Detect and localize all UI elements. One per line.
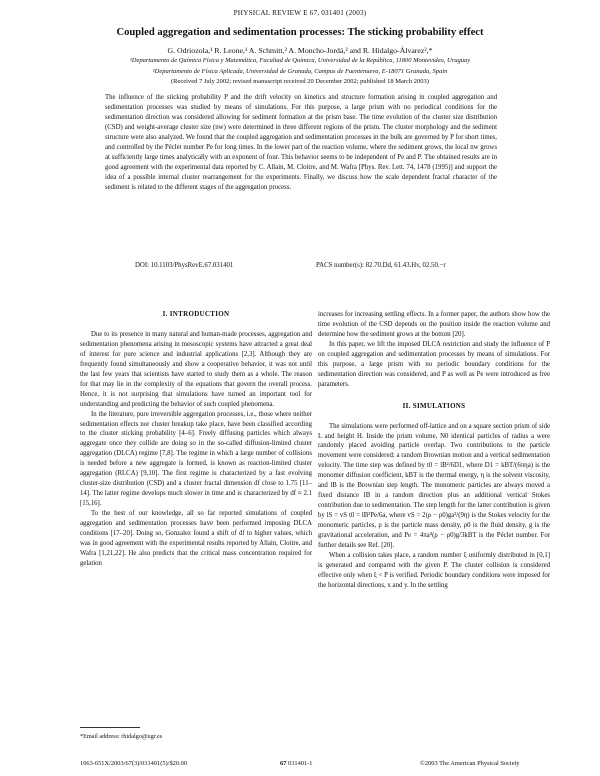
footnote-email: *Email address: rhidalgo@ugr.es	[80, 733, 163, 740]
doi-line: DOI: 10.1103/PhysRevE.67.031401	[135, 262, 234, 269]
running-head: PHYSICAL REVIEW E 67, 031401 (2003)	[233, 9, 367, 17]
paragraph: To the best of our knowledge, all so far reported simulations of coupled aggregation and sedimentation processes have been performed imposing DLCA conditions [17–20]. Doing so, Gonzalez found a shift of df to higher values, which was in good agreement with the experimental results reported by Allain, Cloitre, and Wafra [1,21,22]. He also predicts that the critical mass concentration required for gelation	[80, 510, 312, 567]
paragraph: Due to its presence in many natural and human-made processes, aggregation and sedimentation phenomena arising in mesoscopic systems have attracted a great deal of interest for pure science and industrial applications [2,3]. Although they are frequently found simultaneously and show a cooperative behavior, it was not until the last few years that scientists have started to study them as a whole. The reason for that may lie in the complexity of the equations that govern the overall process. Hence, it is not surprising that simulations have turned an important tool for understanding and predicting the behavior of such coupled phenomena.	[80, 330, 312, 408]
article-title: Coupled aggregation and sedimentation processes: The sticking probability effect	[116, 27, 484, 38]
affiliation-1: ¹Departamento de Química Física y Matemática, Facultad de Química, Universidad de la República, 11800 Montevideo, Uruguay	[129, 57, 471, 64]
footer-copyright: ©2003 The American Physical Society	[420, 760, 520, 767]
abstract: The influence of the sticking probability P and the drift velocity on kinetics and structure formation arising in coupled aggregation and sedimentation processes was studied by means of simulations. For this purpose, a large prism with no periodical conditions for the sedimentation direction was considered allowing for sediment formation at the prism base. The time evolution of the cluster size distribution (CSD) and weight-average cluster size (nw) were determined in three different regions of the prism. The cluster morphology and the sediment structure were also analyzed. We found that the coupled aggregation and sedimentation processes in the bulk are governed by P for short times, and controlled by the Péclet number Pe for long times. In the lower part of the reaction volume, where the sediment grows, the local nw grows at sufficiently large times analytically with an exponent of four. This behavior seems to be independent of Pe and P. The obtained results are in good agreement with the experimental data reported by C. Allain, M. Cloitre, and M. Wafra [Phys. Rev. Lett. 74, 1478 (1995)] and support the idea of a possible internal cluster rearrangement for the experiments. Finally, we discuss how the scale dependent fractal character of the sediment is related to the different stages of the aggregation process.	[105, 94, 497, 192]
right-column	[318, 310, 550, 591]
paragraph: The simulations were performed off-lattice and on a square section prism of side L and height H. Inside the prism volume, N0 identical particles of radius a were randomly placed avoiding particle overlap. Two contributions to the particle movement were considered: a random Brownian motion and a vertical sedimentation velocity. The time step was defined by t0 = lB²/6D1, where D1 = kBT/(6πηa) is the monomer diffusion coefficient, kBT is the thermal energy, η is the solvent viscosity, and lB is the Brownian step length. The monomeric particles are always moved a fixed distance lB in a random direction plus an additional vertical Stokes contribution due to sedimentation. The step length for the latter contribution is given by lS = vS t0 = lB²Pe/6a, where vS = 2(ρ − ρ0)ga²/(9η) is the Stokes velocity for the monomeric particles, ρ is the particle mass density, ρ0 is the fluid density, g is the gravitational acceleration, and Pe = 4πa⁴(ρ − ρ0)g/3kBT is the Péclet number. For further details see Ref. [20].	[318, 422, 550, 550]
author-list: G. Odriozola,¹ R. Leone,¹ A. Schmitt,² A. Moncho-Jordá,² and R. Hidalgo-Álvarez²,*	[167, 46, 433, 55]
paragraph: increases for increasing settling effects. In a former paper, the authors show how the time evolution of the CSD depends on the position inside the reaction volume and determine how the sediment grows at the bottom [20].	[318, 311, 550, 338]
section-heading-simulations: II. SIMULATIONS	[402, 401, 466, 410]
section-heading-introduction: I. INTRODUCTION	[162, 310, 230, 318]
footer-article-id: 031401-1	[288, 760, 313, 767]
footer-page-number	[280, 760, 313, 767]
paragraph: In the literature, pure irreversible aggregation processes, i.e., those where neither sedimentation effects nor cluster breakup take place, have been classified according to the cluster sticking probability [4–6]. Freely diffusing particles which always aggregate once they collide are doing so in the so-called diffusion-limited cluster aggregation (DLCA) regime [7,8]. The regime in which a large number of collisions is needed before a new aggregate is formed, is known as reaction-limited cluster aggregation (RLCA) [9,10]. The first regime is characterized by a fast evolving cluster-size distribution (CSD) and a cluster fractal dimension df close to 1.75 [11–14]. The latter regime develops much slower in time and is characterized by df ≈ 2.1 [15,16].	[80, 410, 312, 508]
left-column	[80, 310, 312, 569]
paragraph: When a collision takes place, a random number ξ uniformly distributed in [0,1] is generated and compared with the given P. The cluster collision is considered effective only when ξ < P is verified. Periodic boundary conditions were imposed for the horizontal directions, x and y. In the settling	[318, 551, 550, 589]
paragraph: In this paper, we lift the imposed DLCA restriction and study the influence of P on coupled aggregation and sedimentation processes by means of simulations. For this purpose, a large prism with no periodic boundary conditions for the sedimentation direction was considered, and P as well as Pe were introduced as free parameters.	[318, 340, 550, 388]
received-dates: (Received 7 July 2002; revised manuscript received 20 December 2002; published 18 March 2003)	[171, 78, 429, 85]
footnote-rule	[80, 727, 140, 728]
affiliation-2: ²Departamento de Física Aplicada, Universidad de Granada, Campus de Fuentenueva, E-18071 Granada, Spain	[152, 68, 448, 75]
footer-volume: 67	[280, 760, 287, 767]
pacs-line: PACS number(s): 82.70.Dd, 61.43.Hv, 02.50.−r	[316, 262, 446, 269]
footer-code: 1063-651X/2003/67(3)/031401(5)/$20.00	[80, 760, 188, 767]
